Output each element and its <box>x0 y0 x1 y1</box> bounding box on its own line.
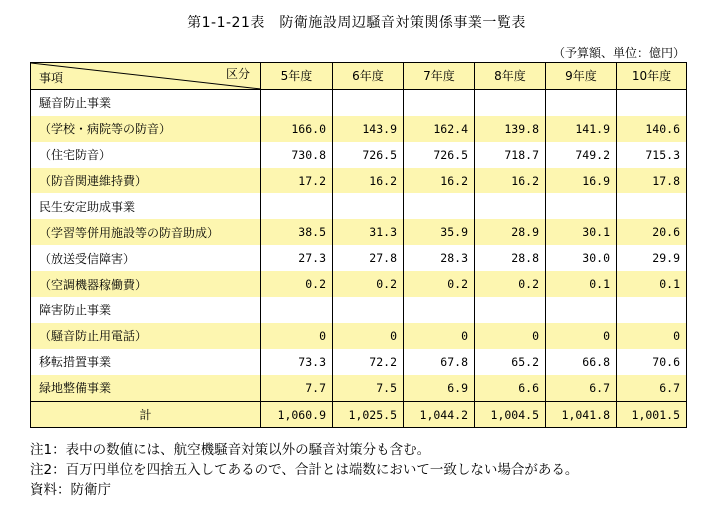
row-label: （学習等併用施設等の防音助成） <box>31 219 261 245</box>
value-cell: 166.0 <box>261 116 333 142</box>
value-cell: 6.9 <box>404 375 475 401</box>
value-cell: 0 <box>333 323 404 349</box>
table-row <box>31 271 687 297</box>
total-value-cell: 1,004.5 <box>475 401 546 428</box>
value-cell: 31.3 <box>333 219 404 245</box>
value-cell: 6.7 <box>546 375 617 401</box>
table-row <box>31 349 687 375</box>
value-cell: 17.2 <box>261 168 333 194</box>
note-line: 注1：表中の数値には、航空機騒音対策以外の騒音対策分も含む。 <box>30 442 431 458</box>
value-cell: 29.9 <box>617 245 687 271</box>
value-cell: 66.8 <box>546 349 617 375</box>
value-cell: 726.5 <box>404 142 475 168</box>
unit-note: （予算額、単位：億円） <box>552 46 685 60</box>
total-value-cell: 1,041.8 <box>546 401 617 428</box>
row-label: 緑地整備事業 <box>31 375 261 401</box>
table-row <box>31 245 687 271</box>
row-label: 騒音防止事業 <box>31 89 261 115</box>
value-cell <box>617 89 687 115</box>
value-cell: 0.2 <box>475 271 546 297</box>
value-cell: 16.2 <box>475 168 546 194</box>
total-value-cell: 1,044.2 <box>404 401 475 428</box>
total-value-cell: 1,001.5 <box>617 401 687 428</box>
year-header: 8年度 <box>475 63 546 90</box>
value-cell: 0 <box>617 323 687 349</box>
table-row <box>31 89 687 115</box>
table-row <box>31 297 687 323</box>
value-cell: 16.2 <box>404 168 475 194</box>
value-cell: 6.7 <box>617 375 687 401</box>
value-cell: 718.7 <box>475 142 546 168</box>
value-cell: 141.9 <box>546 116 617 142</box>
year-header: 9年度 <box>546 63 617 90</box>
table-row <box>31 193 687 219</box>
value-cell: 715.3 <box>617 142 687 168</box>
value-cell: 65.2 <box>475 349 546 375</box>
col-header-label: 区分 <box>225 67 250 81</box>
table-row <box>31 168 687 194</box>
value-cell <box>404 193 475 219</box>
table-row <box>31 219 687 245</box>
value-cell: 162.4 <box>404 116 475 142</box>
row-header-label: 事項 <box>39 70 64 85</box>
value-cell: 0.1 <box>617 271 687 297</box>
row-label: （学校・病院等の防音） <box>31 116 261 142</box>
value-cell: 6.6 <box>475 375 546 401</box>
row-label: （空調機器稼働費） <box>31 271 261 297</box>
value-cell <box>404 297 475 323</box>
value-cell: 27.8 <box>333 245 404 271</box>
value-cell: 35.9 <box>404 219 475 245</box>
value-cell: 70.6 <box>617 349 687 375</box>
value-cell: 0.2 <box>261 271 333 297</box>
note-line: 注2：百万円単位を四捨五入してあるので、合計とは端数において一致しない場合がある。 <box>30 462 579 478</box>
value-cell <box>475 89 546 115</box>
table-row <box>31 375 687 401</box>
value-cell: 16.9 <box>546 168 617 194</box>
value-cell: 16.2 <box>333 168 404 194</box>
value-cell: 67.8 <box>404 349 475 375</box>
table-row <box>31 116 687 142</box>
budget-table <box>30 62 687 428</box>
value-cell: 28.3 <box>404 245 475 271</box>
value-cell <box>333 297 404 323</box>
row-label: （防音関連維持費） <box>31 168 261 194</box>
value-cell: 139.8 <box>475 116 546 142</box>
value-cell: 28.8 <box>475 245 546 271</box>
value-cell: 17.8 <box>617 168 687 194</box>
value-cell: 726.5 <box>333 142 404 168</box>
table-row <box>31 142 687 168</box>
value-cell: 749.2 <box>546 142 617 168</box>
value-cell: 0 <box>546 323 617 349</box>
total-value-cell: 1,060.9 <box>261 401 333 428</box>
value-cell: 143.9 <box>333 116 404 142</box>
note-line: 資料：防衛庁 <box>30 482 111 498</box>
value-cell <box>546 193 617 219</box>
value-cell: 7.7 <box>261 375 333 401</box>
row-label: 障害防止事業 <box>31 297 261 323</box>
value-cell: 0.2 <box>404 271 475 297</box>
value-cell <box>617 297 687 323</box>
year-header: 6年度 <box>333 63 404 90</box>
value-cell <box>546 89 617 115</box>
year-header: 5年度 <box>261 63 333 90</box>
value-cell: 27.3 <box>261 245 333 271</box>
value-cell: 0 <box>404 323 475 349</box>
value-cell <box>333 193 404 219</box>
value-cell <box>475 193 546 219</box>
year-header: 10年度 <box>617 63 687 90</box>
value-cell: 72.2 <box>333 349 404 375</box>
row-label: 民生安定助成事業 <box>31 193 261 219</box>
value-cell: 28.9 <box>475 219 546 245</box>
value-cell <box>261 297 333 323</box>
value-cell <box>617 193 687 219</box>
header-row <box>31 63 687 90</box>
value-cell: 30.1 <box>546 219 617 245</box>
value-cell: 20.6 <box>617 219 687 245</box>
value-cell <box>333 89 404 115</box>
row-label: （騒音防止用電話） <box>31 323 261 349</box>
row-label: 移転措置事業 <box>31 349 261 375</box>
notes <box>30 440 578 500</box>
year-header: 7年度 <box>404 63 475 90</box>
header-corner-cell <box>31 63 261 90</box>
value-cell: 30.0 <box>546 245 617 271</box>
value-cell: 7.5 <box>333 375 404 401</box>
value-cell: 140.6 <box>617 116 687 142</box>
total-label: 計 <box>31 401 261 428</box>
value-cell: 0 <box>261 323 333 349</box>
value-cell <box>261 89 333 115</box>
value-cell: 0.1 <box>546 271 617 297</box>
table-row <box>31 323 687 349</box>
value-cell <box>475 297 546 323</box>
value-cell: 38.5 <box>261 219 333 245</box>
row-label: （放送受信障害） <box>31 245 261 271</box>
row-label: （住宅防音） <box>31 142 261 168</box>
value-cell: 0.2 <box>333 271 404 297</box>
total-value-cell: 1,025.5 <box>333 401 404 428</box>
table-title: 第1-1-21表 防衛施設周辺騒音対策関係事業一覧表 <box>187 15 526 31</box>
value-cell <box>404 89 475 115</box>
total-row <box>31 401 687 428</box>
value-cell <box>261 193 333 219</box>
value-cell: 0 <box>475 323 546 349</box>
value-cell: 730.8 <box>261 142 333 168</box>
value-cell: 73.3 <box>261 349 333 375</box>
value-cell <box>546 297 617 323</box>
